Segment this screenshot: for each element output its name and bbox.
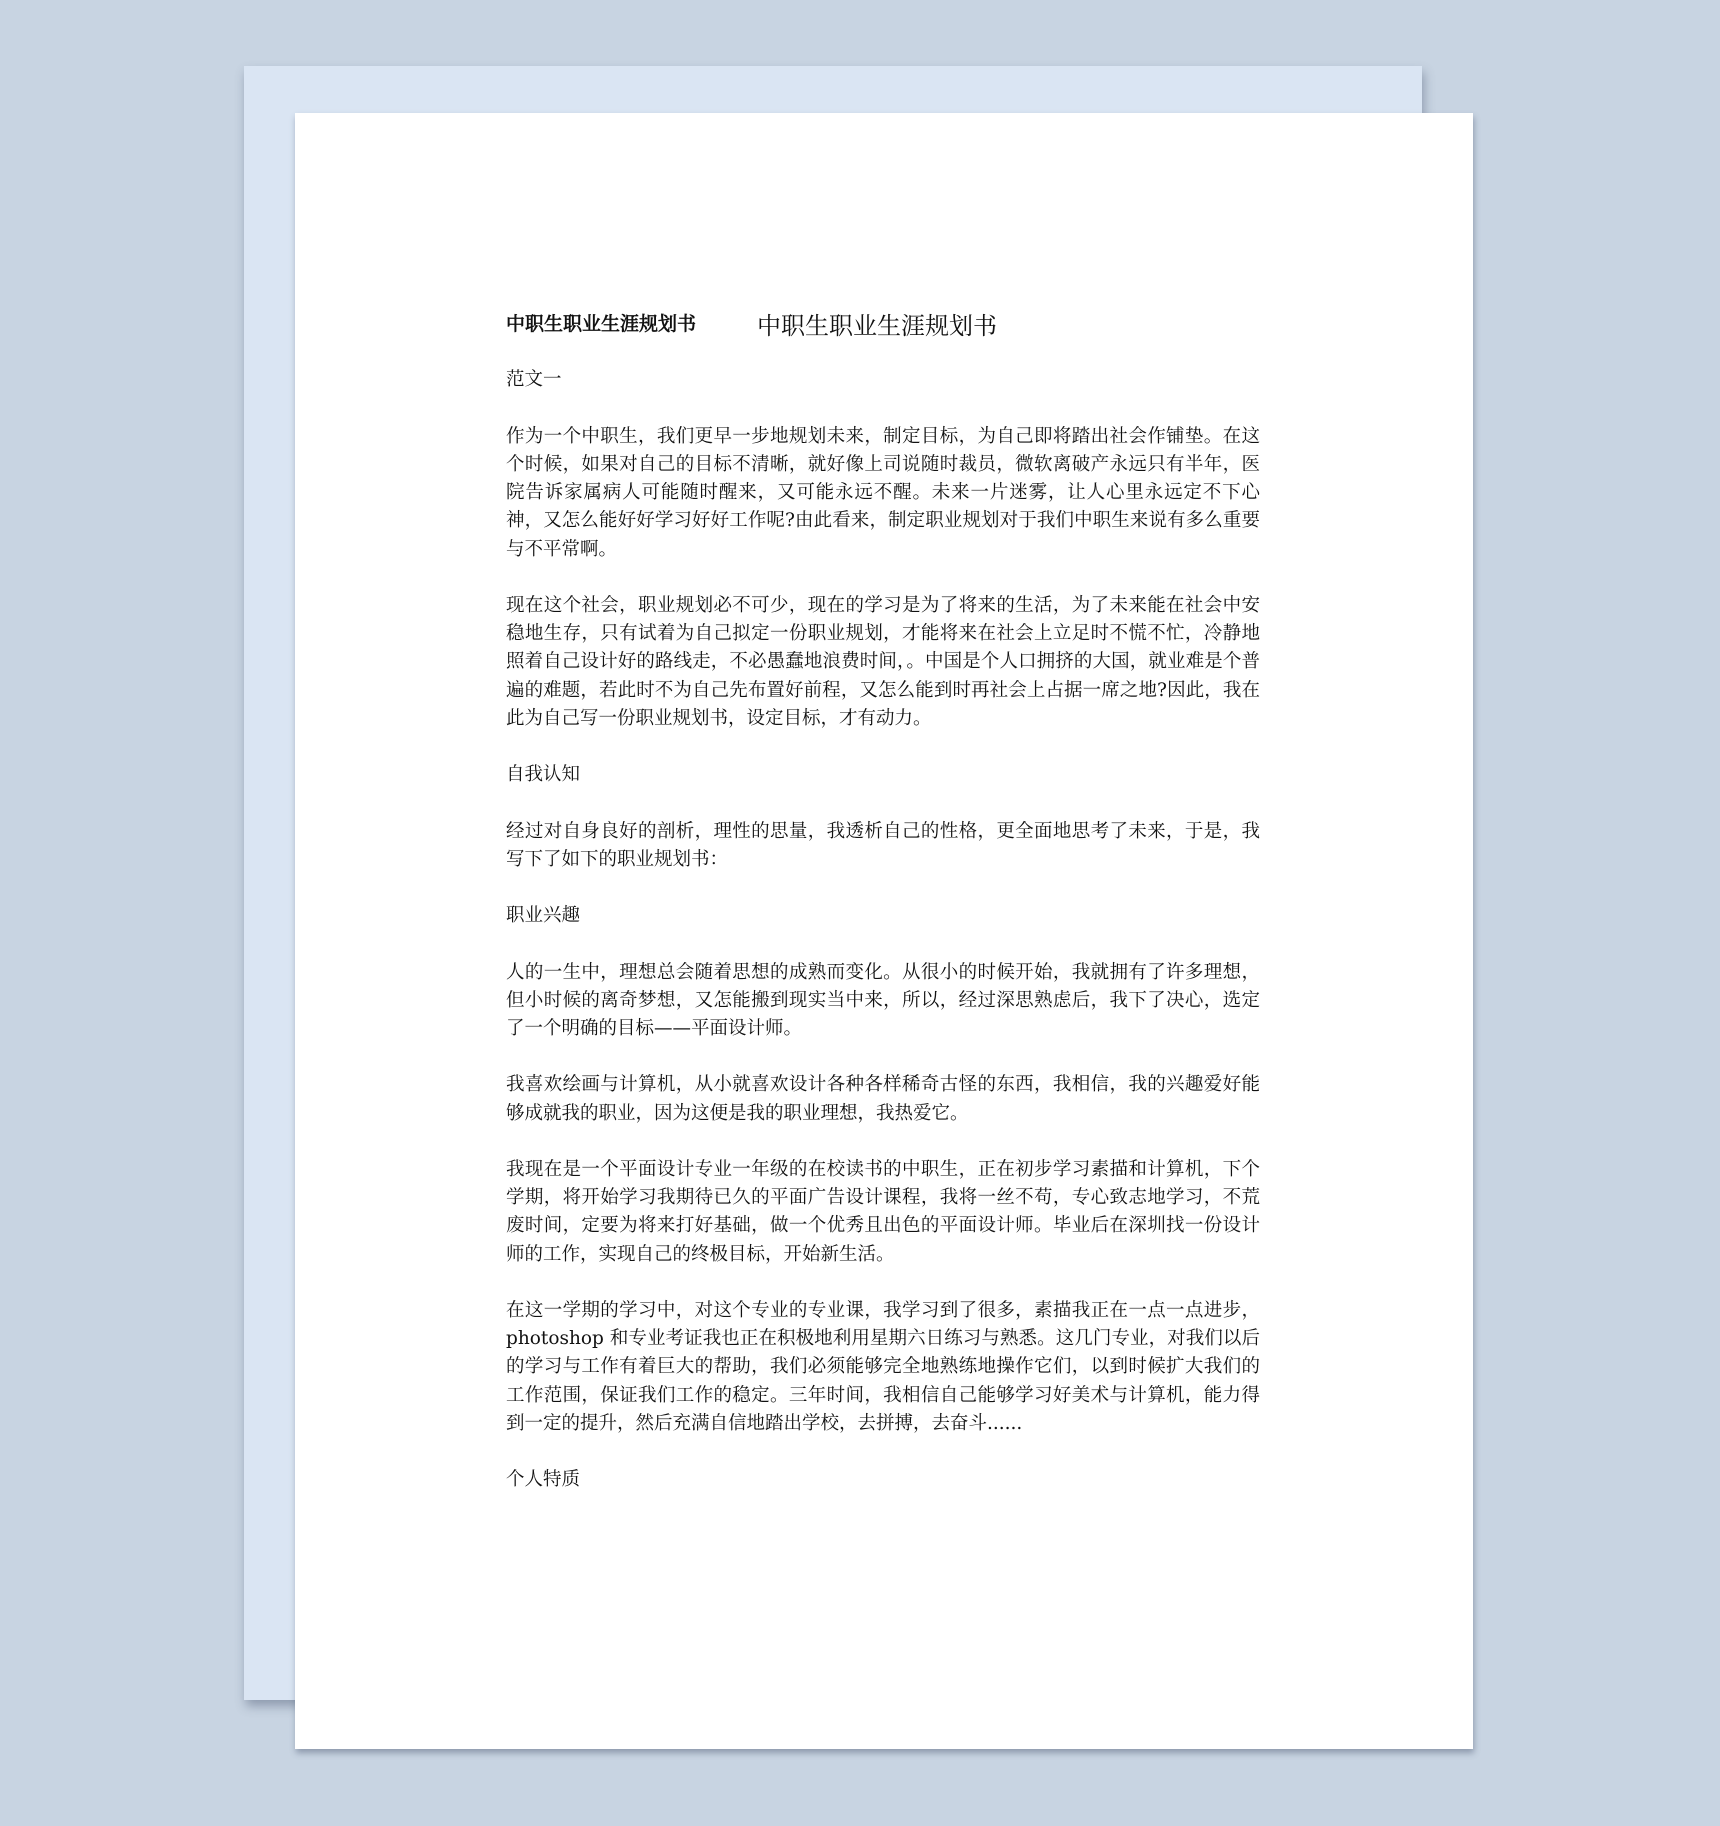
blank-line — [506, 930, 1260, 958]
document-subtitle: 中职生职业生涯规划书 — [506, 313, 697, 335]
blank-line — [506, 1269, 1260, 1297]
document-body — [506, 310, 1260, 1494]
blank-line — [506, 789, 1260, 817]
paragraph: 我喜欢绘画与计算机，从小就喜欢设计各种各样稀奇古怪的东西，我相信，我的兴趣爱好能够成就我的职业，因为这便是我的职业理想，我热爱它。 — [506, 1074, 1260, 1124]
blank-line — [506, 564, 1260, 592]
blank-line — [506, 1438, 1260, 1466]
paragraph: 人的一生中，理想总会随着思想的成熟而变化。从很小的时候开始，我就拥有了许多理想，但小时候的离奇梦想，又怎能搬到现实当中来，所以，经过深思熟虑后，我下了决心，选定了一个明确的目标——平面设计师。 — [506, 961, 1260, 1039]
section-heading-personal-traits: 个人特质 — [506, 1469, 581, 1491]
blank-line — [506, 874, 1260, 902]
section-heading-sample-one: 范文一 — [506, 369, 562, 391]
paragraph: 经过对自身良好的剖析，理性的思量，我透析自己的性格，更全面地思考了未来，于是，我写下了如下的职业规划书： — [506, 820, 1260, 870]
paragraph: 在这一学期的学习中，对这个专业的专业课，我学习到了很多，素描我正在一点一点进步，photoshop 和专业考证我也正在积极地利用星期六日练习与熟悉。这几门专业，对我们以后的学习与工作有着巨大的帮助，我们必须能够完全地熟练地操作它们，以到时候扩大我们的工作范围，保证我们工作的稳定。三年时间，我相信自己能够学习好美术与计算机，能力得到一定的提升，然后充满自信地踏出学校，去拼搏，去奋斗...... — [506, 1299, 1260, 1434]
paragraph: 现在这个社会，职业规划必不可少，现在的学习是为了将来的生活，为了未来能在社会中安稳地生存，只有试着为自己拟定一份职业规划，才能将来在社会上立足时不慌不忙，冷静地照着自己设计好的路线走，不必愚蠢地浪费时间，。中国是个人口拥挤的大国，就业难是个普遍的难题，若此时不为自己先布置好前程，又怎么能到时再社会上占据一席之地?因此，我在此为自己写一份职业规划书，设定目标，才有动力。 — [506, 594, 1260, 729]
section-heading-career-interest: 职业兴趣 — [506, 905, 581, 927]
blank-line — [506, 1043, 1260, 1071]
document-title: 中职生职业生涯规划书 — [757, 312, 997, 340]
blank-line — [506, 733, 1260, 761]
paragraph: 作为一个中职生，我们更早一步地规划未来，制定目标，为自己即将踏出社会作铺垫。在这个时候，如果对自己的目标不清晰，就好像上司说随时裁员，微软离破产永远只有半年，医院告诉家属病人可能随时醒来，又可能永远不醒。未来一片迷雾，让人心里永远定不下心神，又怎么能好好学习好好工作呢?由此看来，制定职业规划对于我们中职生来说有多么重要与不平常啊。 — [506, 425, 1260, 560]
blank-line — [506, 338, 1260, 366]
section-heading-self-awareness: 自我认知 — [506, 764, 581, 786]
blank-line — [506, 395, 1260, 423]
document-page — [295, 113, 1473, 1749]
blank-line — [506, 1128, 1260, 1156]
paragraph: 我现在是一个平面设计专业一年级的在校读书的中职生，正在初步学习素描和计算机，下个学期，将开始学习我期待已久的平面广告设计课程，我将一丝不苟，专心致志地学习，不荒废时间，定要为将来打好基础，做一个优秀且出色的平面设计师。毕业后在深圳找一份设计师的工作，实现自己的终极目标，开始新生活。 — [506, 1158, 1260, 1265]
